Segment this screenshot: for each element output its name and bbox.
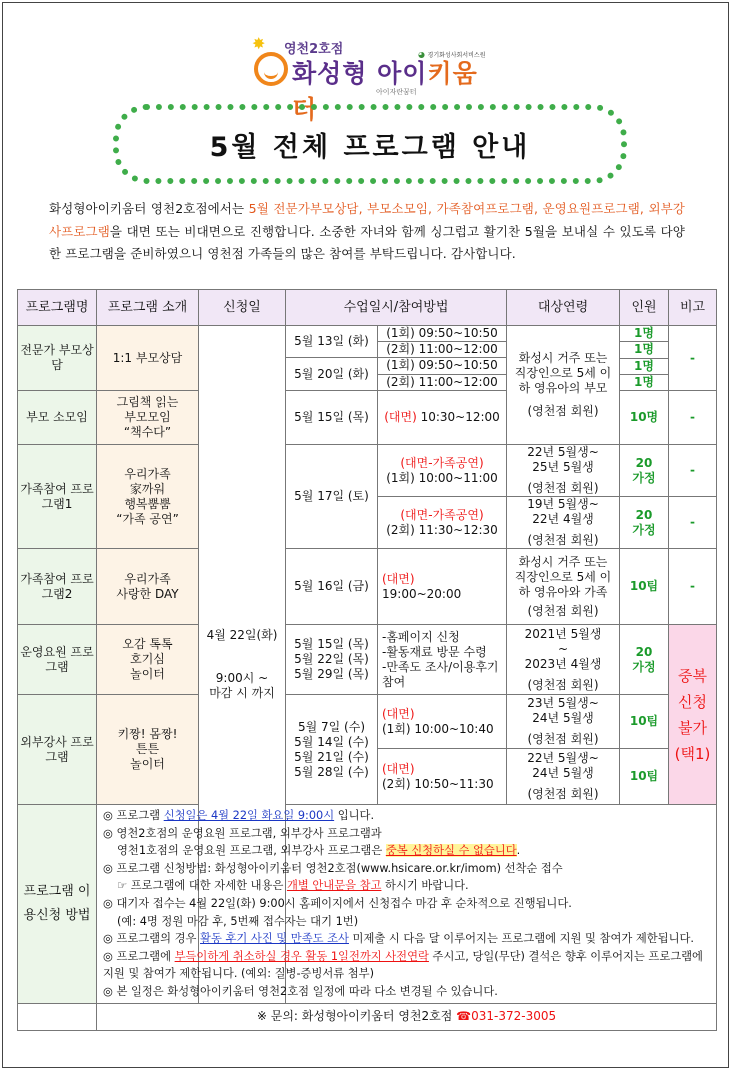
capacity: 1명	[620, 374, 668, 390]
info-line: 영천1호점의 운영요원 프로그램, 외부강사 프로그램은 중복 신청하실 수 없습니다.	[117, 844, 521, 858]
intro-paragraph: 화성형아이키움터 영천2호점에서는 5월 전문가부모상담, 부모소모임, 가족참여프로그램, 운영요원프로그램, 외부강사프로그램을 대면 또는 비대면으로 진행합니다. 소중한 자녀와 함께 싱그럽고 활기찬 5월을 보내실 수 있도록 다양한 프로그램을 준비하였으니 영천점 가족들의 많은 참여를 부탁드립니다. 감사합니다.	[49, 201, 685, 261]
program-intro: 오감 톡톡 호기심 놀이터	[97, 625, 199, 695]
apply-time: 9:00시 ~	[215, 670, 269, 685]
header-schedule: 수업일시/참여방법	[286, 290, 507, 326]
session-time: (대면) (1회) 10:00~10:40	[378, 695, 507, 749]
info-row	[18, 805, 717, 1004]
header-count: 인원	[620, 290, 669, 326]
info-line: ◎ 프로그램에 부득이하게 취소하실 경우 활동 1일전까지 사전연락 주시고, 당일(무단) 결석은 향후 이루어지는 프로그램에 지원 및 참여가 제한됩니다. (예외: 질병-증빙서류 첨부)	[103, 949, 703, 981]
target-age: 19년 5월생~ 22년 4월생 (영천점 회원)	[507, 497, 620, 549]
capacity: 1명	[634, 326, 654, 341]
table-row	[18, 625, 717, 695]
logo-branch: 영천2호점	[284, 42, 344, 57]
table-row	[18, 445, 717, 497]
target-age: 화성시 거주 또는 직장인으로 5세 이하 영유아와 가족 (영천점 회원)	[507, 549, 620, 625]
session-time: (1회) 09:50~10:50	[378, 357, 506, 374]
program-name: 전문가 부모상담	[18, 326, 97, 391]
duplicate-notice: 중복 신청 불가 (택1)	[669, 625, 717, 805]
session-time: (1회) 09:50~10:50	[386, 326, 498, 340]
program-intro: 그림책 읽는 부모모임 “책수다”	[97, 391, 199, 445]
info-line: ◎ 본 일정은 화성형아이키움터 영천2호점 일정에 따라 다소 변경될 수 있습니다.	[103, 984, 498, 998]
note: -	[669, 391, 717, 445]
table-header	[18, 290, 717, 326]
target-age: 22년 5월생~ 25년 5월생 (영천점 회원)	[507, 445, 620, 497]
program-name: 가족참여 프로그램2	[18, 549, 97, 625]
session-date: 5월 15일 (목) 5월 22일 (목) 5월 29일 (목)	[286, 625, 378, 695]
apply-date: 4월 22일(화)	[206, 627, 278, 642]
session-date: 5월 13일 (화)	[294, 334, 369, 348]
program-name: 부모 소모임	[18, 391, 97, 445]
info-line: ◎ 영천2호점의 운영요원 프로그램, 외부강사 프로그램과	[103, 826, 382, 840]
header-note: 비고	[669, 290, 717, 326]
info-body	[97, 805, 717, 1004]
logo-title: 화성형 아이키움터	[292, 59, 478, 124]
session-date: 5월 15일 (목)	[286, 391, 378, 445]
target-age: 2021년 5월생 ~ 2023년 4월생 (영천점 회원)	[507, 625, 620, 695]
logo-tagline: 아이자란꿈터	[376, 88, 417, 96]
info-line: ◎ 프로그램의 경우 활동 후기 사진 및 만족도 조사 미제출 시 다음 달 이루어지는 프로그램에 지원 및 참여가 제한됩니다.	[103, 932, 695, 946]
session-time: (대면) 19:00~20:00	[378, 549, 507, 625]
session-time: (대면-가족공연) (1회) 10:00~11:00	[378, 445, 507, 497]
note: -	[669, 549, 717, 625]
header-target: 대상연령	[507, 290, 620, 326]
capacity: 20 가정	[620, 445, 669, 497]
header-date: 신청일	[199, 290, 286, 326]
capacity: 10팀	[620, 749, 669, 805]
program-name: 가족참여 프로그램1	[18, 445, 97, 549]
info-line: ☞ 프로그램에 대한 자세한 내용은 개별 안내문을 참고 하시기 바랍니다.	[117, 879, 469, 893]
session-date: 5월 7일 (수) 5월 14일 (수) 5월 21일 (수) 5월 28일 (수)	[286, 695, 378, 805]
note: -	[669, 326, 717, 391]
contact-row	[18, 1003, 717, 1030]
logo	[248, 34, 498, 124]
apply-close: 마감 시 까지	[209, 685, 275, 700]
session-time: (대면-가족공연) (2회) 11:30~12:30	[378, 497, 507, 549]
capacity: 20 가정	[620, 497, 669, 549]
sun-icon: ✸	[252, 34, 266, 53]
program-intro: 우리가족 家까워 행복뿜뿜 “가족 공연”	[97, 445, 199, 549]
program-intro: 1:1 부모상담	[97, 326, 199, 391]
page-title: 5월 전체 프로그램 안내	[209, 131, 531, 163]
note: -	[669, 445, 717, 497]
program-intro: 키짱! 몸짱! 튼튼 놀이터	[97, 695, 199, 805]
session-date: 5월 16일 (금)	[286, 549, 378, 625]
session-time: (대면) (2회) 10:50~11:30	[378, 749, 507, 805]
table-row	[18, 695, 717, 749]
program-name: 운영요원 프로그램	[18, 625, 97, 695]
capacity: 20 가정	[620, 625, 669, 695]
note: -	[669, 497, 717, 549]
target-age: 23년 5월생~ 24년 5월생 (영천점 회원)	[507, 695, 620, 749]
session-date: 5월 20일 (화)	[286, 357, 377, 390]
capacity: 10팀	[620, 549, 669, 625]
table-row	[18, 326, 717, 391]
header-intro: 프로그램 소개	[97, 290, 199, 326]
title-box	[113, 104, 627, 184]
header-name: 프로그램명	[18, 290, 97, 326]
program-name: 외부강사 프로그램	[18, 695, 97, 805]
info-line: ◎ 대기자 접수는 4월 22일(화) 9:00시 홈페이지에서 신청접수 마감 후 순차적으로 진행됩니다.	[103, 896, 572, 910]
capacity: 1명	[620, 358, 668, 374]
info-line: (예: 4명 정원 마감 후, 5번째 접수자는 대기 1번)	[117, 914, 359, 928]
session-time: (2회) 11:00~12:00	[378, 341, 506, 357]
capacity: 10팀	[620, 695, 669, 749]
capacity: 1명	[620, 341, 668, 357]
info-line: ◎ 프로그램 신청방법: 화성형아이키움터 영천2호점(www.hsicare.or.kr/imom) 선착순 접수	[103, 861, 563, 875]
table-row	[18, 549, 717, 625]
target-age: 22년 5월생~ 24년 5월생 (영천점 회원)	[507, 749, 620, 805]
info-line: ◎ 프로그램 신청일은 4월 22일 화요일 9:00시 입니다.	[103, 809, 375, 822]
smile-face-icon	[254, 52, 288, 86]
session-method: -홈페이지 신청 -활동재료 방문 수령 -만족도 조사/이용후기 참여	[378, 625, 507, 695]
program-intro: 우리가족 사랑한 DAY	[97, 549, 199, 625]
contact-info: ※ 문의: 화성형아이키움터 영천2호점 ☎031-372-3005	[97, 1003, 717, 1030]
program-table	[17, 289, 717, 1031]
info-label: 프로그램 이용신청 방법	[18, 805, 97, 1004]
session-time: (2회) 11:00~12:00	[378, 374, 506, 390]
capacity: 10명	[620, 391, 669, 445]
logo-org: ◕ 경기화성사회서비스원	[418, 50, 486, 59]
target-age: 화성시 거주 또는 직장인으로 5세 이하 영유아의 부모 (영천점 회원)	[507, 326, 620, 445]
session-time: (대면) 10:30~12:00	[378, 391, 507, 445]
session-date: 5월 17일 (토)	[286, 445, 378, 549]
